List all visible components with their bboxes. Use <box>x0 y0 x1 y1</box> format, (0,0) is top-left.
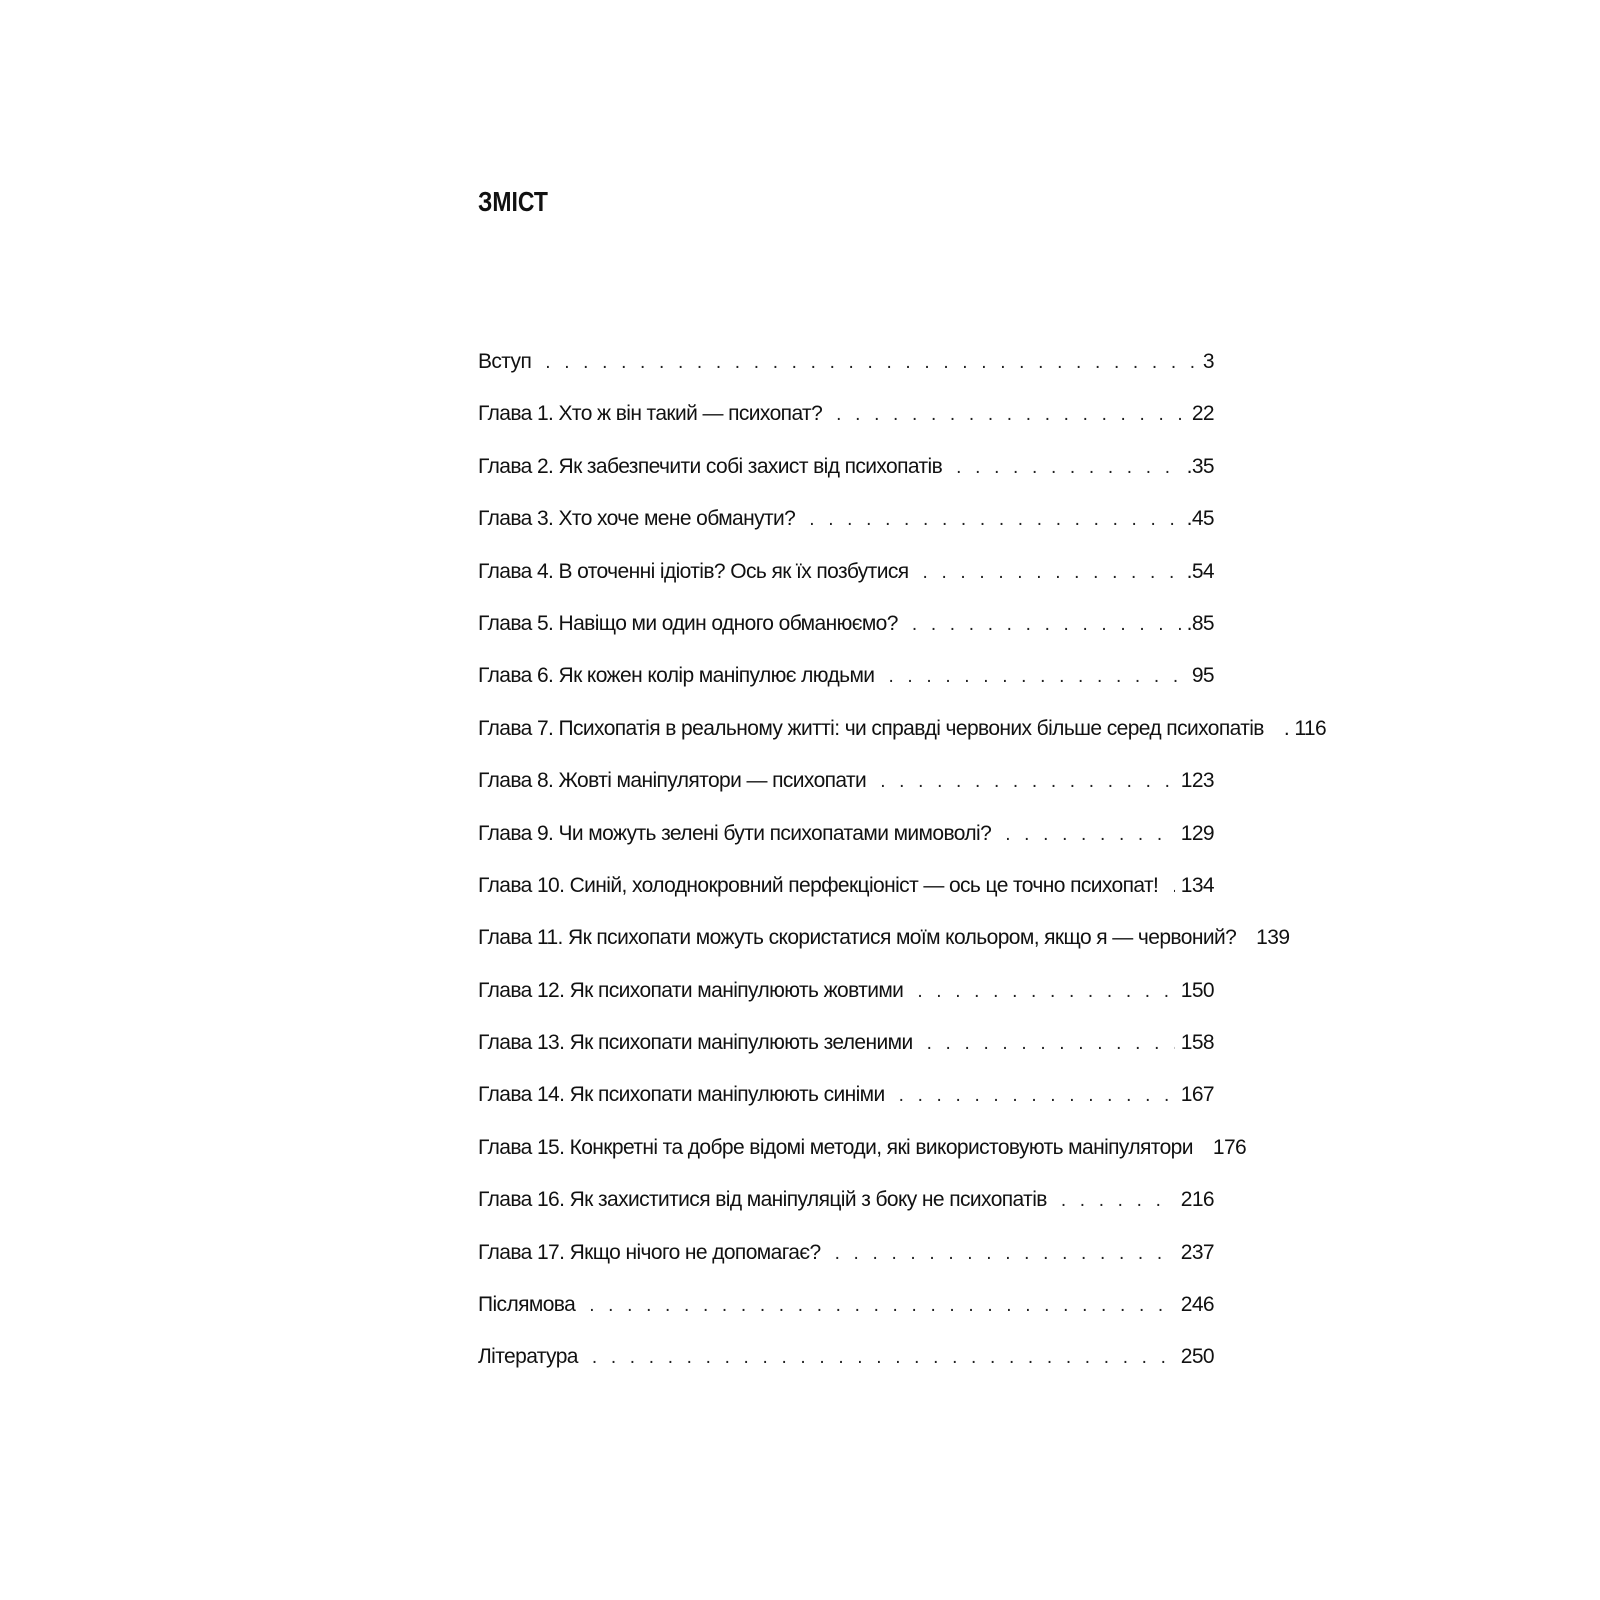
toc-entry <box>478 1083 1214 1135</box>
toc-entry-title: Глава 17. Якщо нічого не допомагає? <box>478 1240 821 1264</box>
toc-entry <box>478 1188 1214 1240</box>
toc-entry-title: Глава 12. Як психопати маніпулюють жовтими <box>478 978 904 1002</box>
toc-entry-title: Вступ <box>478 350 532 373</box>
toc-entry-title: Література <box>478 1345 578 1369</box>
toc-entry-title: Глава 11. Як психопати можуть скористатися моїм кольором, якщо я — червоний? <box>478 926 1237 950</box>
dot-leader <box>1172 876 1174 898</box>
toc-entry <box>478 664 1214 716</box>
toc-entry <box>478 350 1214 402</box>
toc-entry-title: Глава 4. В оточенні ідіотів? Ось як їх позбутися <box>478 559 909 583</box>
dot-leader <box>899 1085 1175 1107</box>
dot-leader <box>912 614 1181 636</box>
toc-entry-title: Глава 7. Психопатія в реальному житті: чи справді червоних більше серед психопатів <box>478 716 1264 740</box>
toc-entry-title: Післямова <box>478 1293 576 1317</box>
toc-entry-page: .35 <box>1186 454 1214 478</box>
toc-entry-page: 129 <box>1180 821 1214 845</box>
toc-entry-title: Глава 16. Як захиститися від маніпуляцій з боку не психопатів <box>478 1188 1047 1212</box>
toc-entry-page: 237 <box>1180 1240 1214 1264</box>
dot-leader <box>589 1295 1175 1317</box>
toc-entry <box>478 874 1214 926</box>
toc-entry-page: 250 <box>1180 1345 1214 1369</box>
toc-entry-page: 150 <box>1180 978 1214 1002</box>
dot-leader <box>545 352 1197 374</box>
toc-entry-page: 134 <box>1180 873 1214 897</box>
toc-entry <box>478 769 1214 821</box>
toc-entry <box>478 612 1214 664</box>
toc-entry-page: 158 <box>1180 1031 1214 1055</box>
toc-entry-title: Глава 9. Чи можуть зелені бути психопатами мимоволі? <box>478 821 992 845</box>
dot-leader <box>592 1347 1175 1369</box>
toc-entry-title: Глава 5. Навіщо ми один одного обманюємо? <box>478 611 898 635</box>
toc-entry-page: 139 <box>1256 926 1290 950</box>
toc-entry <box>478 716 1327 769</box>
toc-entry-title: Глава 13. Як психопати маніпулюють зеленими <box>478 1031 913 1055</box>
toc-entry <box>478 822 1214 874</box>
toc-entry-title: Глава 3. Хто хоче мене обманути? <box>478 507 796 531</box>
toc-entry <box>478 926 1290 978</box>
toc-entry <box>478 1031 1214 1083</box>
toc-entry <box>478 1135 1247 1188</box>
toc-entry-page: 123 <box>1180 769 1214 793</box>
table-of-contents <box>478 350 1327 1398</box>
dot-leader <box>1061 1190 1175 1212</box>
toc-entry-page: 3 <box>1202 350 1214 373</box>
toc-entry <box>478 1293 1214 1345</box>
toc-entry <box>478 402 1214 454</box>
toc-entry-page: .45 <box>1186 507 1214 531</box>
toc-entry-page: .54 <box>1186 559 1214 583</box>
toc-entry-title: Глава 15. Конкретні та добре відомі методи, які використовують маніпулятори <box>478 1135 1193 1159</box>
toc-entry <box>478 1241 1214 1293</box>
toc-entry <box>478 507 1214 559</box>
dot-leader <box>835 1243 1175 1265</box>
dot-leader <box>923 562 1181 584</box>
toc-entry-title: Глава 6. Як кожен колір маніпулює людьми <box>478 664 875 688</box>
page-title: ЗМІСТ <box>478 186 548 217</box>
toc-entry-title: Глава 1. Хто ж він такий — психопат? <box>478 402 823 426</box>
dot-leader <box>888 666 1185 688</box>
toc-entry-title: Глава 14. Як психопати маніпулюють синіми <box>478 1083 885 1107</box>
dot-leader <box>809 509 1180 531</box>
toc-entry <box>478 560 1214 612</box>
toc-entry <box>478 455 1214 507</box>
toc-entry <box>478 979 1214 1031</box>
toc-entry-page: 246 <box>1180 1293 1214 1317</box>
toc-entry-title: Глава 2. Як забезпечити собі захист від психопатів <box>478 454 943 478</box>
toc-entry <box>478 1345 1214 1397</box>
toc-entry-title: Глава 10. Синій, холоднокровний перфекціоніст — ось це точно психопат! <box>478 873 1159 897</box>
dot-leader <box>836 404 1186 426</box>
toc-entry-page: 22 <box>1191 402 1214 426</box>
toc-entry-page: 216 <box>1180 1188 1214 1212</box>
dot-leader <box>956 457 1180 479</box>
dot-leader <box>880 771 1175 793</box>
toc-entry-page: .85 <box>1186 611 1214 635</box>
dot-leader <box>917 981 1174 1003</box>
dot-leader <box>1005 824 1175 846</box>
toc-entry-title: Глава 8. Жовті маніпулятори — психопати <box>478 769 867 793</box>
dot-leader <box>927 1033 1175 1055</box>
toc-entry-page: 95 <box>1191 664 1214 688</box>
toc-entry-page: 176 <box>1212 1135 1247 1159</box>
toc-entry-page: . 116 <box>1283 716 1327 740</box>
toc-entry-page: 167 <box>1180 1083 1214 1107</box>
